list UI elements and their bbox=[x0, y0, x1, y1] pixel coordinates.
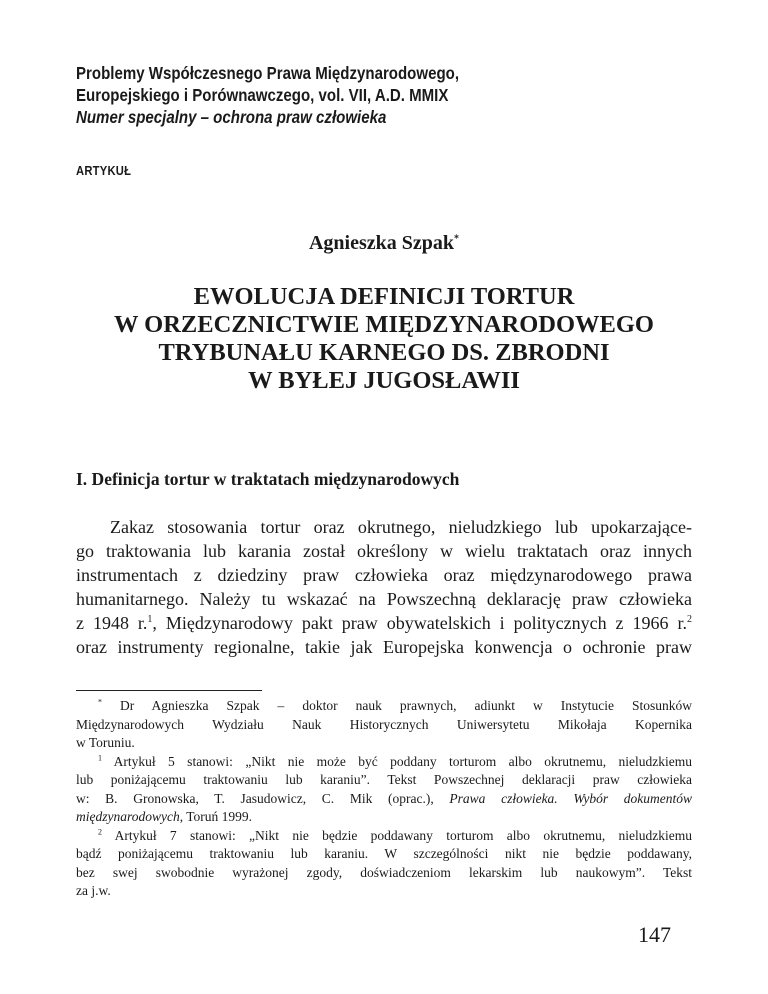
author-footnote-marker: * bbox=[454, 233, 460, 245]
footnote-author-line-3: w Toruniu. bbox=[76, 735, 135, 750]
footnote-1-text-1: Artykuł 5 stanowi: „Nikt nie może być poddany torturom albo okrutnemu, nieludzkiemu bbox=[113, 753, 692, 769]
article-type-label: ARTYKUŁ bbox=[76, 163, 132, 178]
footnote-ref-2[interactable]: 2 bbox=[686, 614, 692, 625]
title-line-4: W BYŁEJ JUGOSŁAWII bbox=[248, 367, 520, 394]
author-line bbox=[0, 232, 768, 255]
footnote-2-line-4: za j.w. bbox=[76, 883, 111, 898]
footnote-1-line-4 bbox=[76, 808, 692, 827]
title-line-3: TRYBUNAŁU KARNEGO DS. ZBRODNI bbox=[158, 339, 610, 366]
body-line-5-part-b: , Międzynarodowy pakt praw obywatelskich i politycznych z 1966 r. bbox=[152, 613, 687, 633]
footnote-2-line-2: bądź poniżającemu traktowaniu lub karaniu. W szczególności nikt nie będzie poddawany, bbox=[76, 846, 692, 861]
footnote-author-text-1: Dr Agnieszka Szpak – doktor nauk prawnych, adiunkt w Instytucie Stosunków bbox=[120, 698, 693, 713]
footnote-1-line-3 bbox=[76, 790, 692, 809]
footnote-author-line-1 bbox=[76, 697, 692, 716]
journal-title-line-2: Europejskiego i Porównawczego, vol. VII, A.D. MMIX bbox=[76, 85, 449, 105]
footnote-2-marker: 2 bbox=[98, 827, 102, 836]
footnote-2-text-1: Artykuł 7 stanowi: „Nikt nie będzie poddawany torturom albo okrutnemu, nieludzkiemu bbox=[114, 827, 692, 843]
footnote-2-line-3: bez swej swobodnie wyrażonej zgody, doświadczeniom lekarskim lub naukowym”. Tekst bbox=[76, 864, 692, 880]
footnote-1-text-4b: , Toruń 1999. bbox=[179, 809, 253, 824]
body-paragraph bbox=[76, 515, 692, 659]
body-line-6: oraz instrumenty regionalne, takie jak Europejska konwencja o ochronie praw bbox=[76, 637, 692, 657]
page-number: 147 bbox=[638, 922, 671, 947]
author-name: Agnieszka Szpak bbox=[308, 232, 455, 254]
footnote-1-text-3a: w: B. Gronowska, T. Jasudowicz, C. Mik (oprac.), bbox=[76, 790, 434, 806]
section-heading: I. Definicja tortur w traktatach międzynarodowych bbox=[76, 469, 460, 489]
body-line-5 bbox=[76, 611, 692, 635]
footnote-author-marker: * bbox=[98, 697, 102, 707]
body-line-5-part-a: z 1948 r. bbox=[76, 613, 148, 633]
footnote-1-line-2: lub poniżającemu traktowaniu lub karaniu”. Tekst Powszechnej deklaracji praw człowieka bbox=[76, 772, 692, 787]
footnote-1-line-1 bbox=[76, 753, 692, 772]
footnote-divider bbox=[76, 690, 262, 691]
article-title bbox=[60, 283, 708, 395]
footnote-2-line-1 bbox=[76, 827, 692, 846]
special-issue-label: Numer specjalny – ochrona praw człowieka bbox=[76, 107, 387, 127]
title-line-2: W ORZECZNICTWIE MIĘDZYNARODOWEGO bbox=[114, 311, 654, 338]
footnotes bbox=[76, 697, 692, 901]
body-line-1: Zakaz stosowania tortur oraz okrutnego, nieludzkiego lub upokarzające- bbox=[110, 517, 692, 537]
body-line-4: humanitarnego. Należy tu wskazać na Powszechną deklarację praw człowieka bbox=[76, 589, 692, 609]
footnote-1-book-title-cont: międzynarodowych bbox=[76, 809, 180, 824]
footnote-author-line-2: Międzynarodowych Wydziału Nauk Historycznych Uniwersytetu Mikołaja Kopernika bbox=[76, 716, 692, 732]
body-line-3: instrumentach z dziedziny praw człowieka oraz międzynarodowego prawa bbox=[76, 565, 692, 585]
journal-header bbox=[76, 62, 609, 128]
footnote-ref-1[interactable]: 1 bbox=[147, 614, 153, 625]
footnote-1-marker: 1 bbox=[98, 753, 102, 762]
title-line-1: EWOLUCJA DEFINICJI TORTUR bbox=[193, 283, 575, 310]
footnote-1-book-title: Prawa człowieka. Wybór dokumentów bbox=[449, 790, 693, 806]
body-line-2: go traktowania lub karania został określony w wielu traktatach oraz innych bbox=[76, 541, 692, 561]
journal-title-line-1: Problemy Współczesnego Prawa Międzynarodowego, bbox=[76, 63, 460, 83]
